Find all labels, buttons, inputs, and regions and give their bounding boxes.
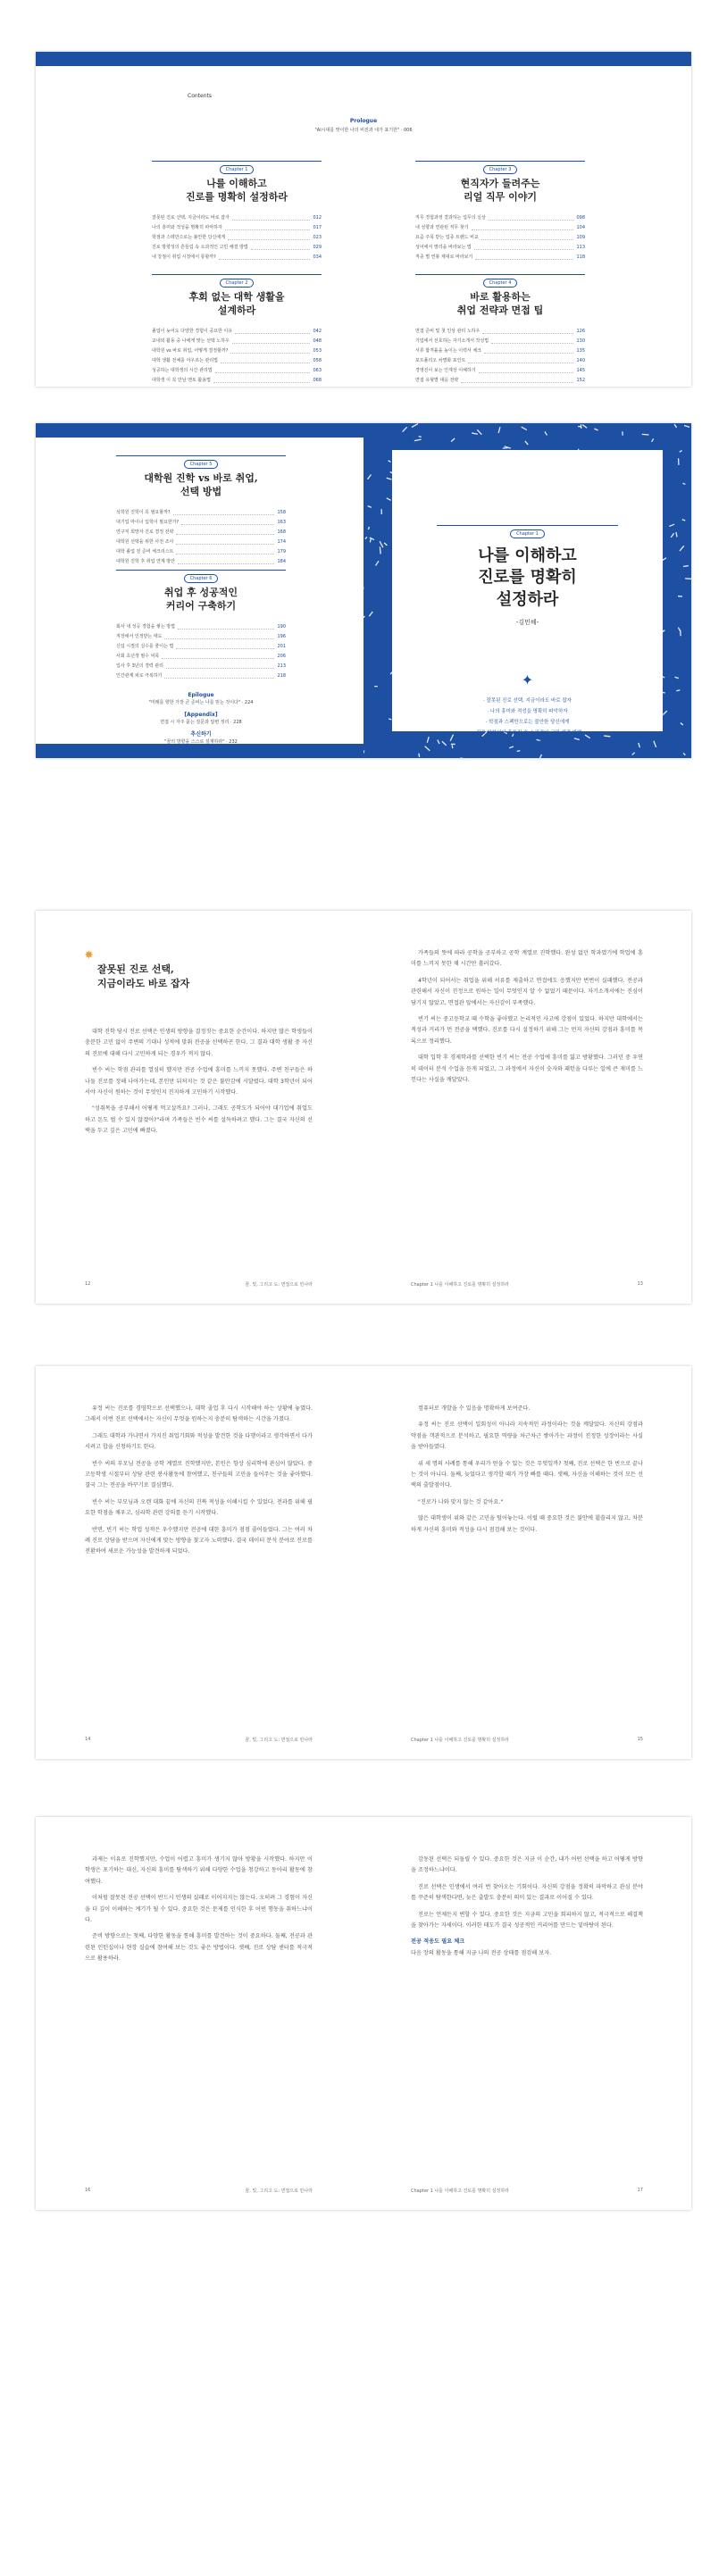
paragraph: 과제는 이유로 진학했지만, 수업이 어렵고 흥미가 생기지 않아 방황을 시작했다. 하지만 이 학생은 포기하는 대신, 자신의 흥미를 탐색하기 위해 다양한 수업을 청강하고 동아리 활동에 참여했다. (85, 1856, 313, 1885)
paragraph: 진로는 언제든지 변할 수 있다. 중요한 것은 지금의 고민을 회피하지 않고, 적극적으로 해결책을 찾아가는 자세이다. 이러한 태도가 결국 성공적인 커리어를 만드는 밑바탕이 된다. (411, 1911, 643, 1930)
epilogue-text: "미래를 향한 가장 큰 준비는 나를 믿는 것이다" · 224 (148, 700, 254, 705)
text-spread-1 (36, 911, 691, 1304)
toc-entry: 학점과 스펙만으로는 불안한 당신에게 023 (152, 234, 322, 240)
paragraph: 빈기 씨는 중고등학교 때 수학을 좋아했고 논리적인 사고에 강점이 있었다. 하지만 대학에서는 적성과 거리가 먼 전공을 택했다. 진로를 다시 설정하기 위해 그는 먼저 자신의 강점과 흥미를 목록으로 정리했다. (411, 1016, 643, 1045)
paragraph: 준비 방향으로는 첫째, 다양한 활동을 통해 흥미를 발견하는 것이 중요하다. 둘째, 전공과 관련된 인턴십이나 현장 실습에 참여해 보는 것도 좋은 방법이다. 셋째, 진로 상담 센터를 적극적으로 활용하라. (85, 1933, 313, 1963)
toc-entry: 입사 후 3년의 경력 관리 213 (116, 663, 286, 669)
paragraph: 빈수 씨는 학점 관리를 열심히 했지만 전공 수업에 흥미를 느끼지 못했다. 주변 친구들은 하나둘 진로를 정해 나아가는데, 본인만 뒤처지는 것 같은 불안감에 시달렸다. 대학 3학년이 되어서야 자신이 원하는 것이 무엇인지 진지하게 고민하기 시작했다. (85, 1067, 313, 1096)
toc-list (116, 508, 286, 567)
toc-entry: 직장에서 인정받는 태도 196 (116, 633, 286, 639)
appendix-label: [Appendix] (184, 712, 218, 718)
toc-entry: 진로 방향성의 흔들림 속 소과적인 고민 해결 방법 029 (152, 244, 322, 250)
toc-chapter-spread (36, 423, 691, 758)
toc-entry: 잘못된 진로 선택, 지금이라도 바로 잡자 012 (152, 214, 322, 221)
paragraph: "성취목을 공부해서 어떻게 먹고살까요? 그러나, 그래도 공학도가 되어야 대기업에 취업도 하고 돈도 벌 수 있지 않겠어?"라며 가족들은 빈수 씨를 설득하려고 했다. 그는 결국 자신의 선택을 두고 깊은 고민에 빠졌다. (85, 1105, 313, 1135)
toc-entry: 내 성향과 연관된 직무 찾기 104 (415, 224, 585, 230)
toc-entry: 인간관계 피로 극복하기 218 (116, 672, 286, 679)
toc-entry: 대학원 선택을 위한 사전 조사 174 (116, 538, 286, 545)
chapter-label: Chapter 1 (220, 165, 255, 174)
chapter-title: 바로 활용하는 취업 전략과 면접 팁 (456, 291, 544, 316)
toc-list (152, 327, 322, 386)
toc-entry: 포트폴리오 차별화 포인트 140 (415, 357, 585, 363)
toc-entry: 대학원 vs 바로 취업, 어떻게 결정할까? 053 (152, 347, 322, 354)
closing-text: "꿈의 방향을 스스로 설계하라" · 232 (164, 739, 238, 745)
sun-icon: ✸ (85, 949, 94, 961)
section-heading: ✸ 잘못된 진로 선택, 지금이라도 바로 잡자 (85, 949, 190, 989)
chapter-label: Chapter 1 (510, 529, 545, 538)
text-spread-3 (36, 1817, 691, 2210)
paragraph: 4학년이 되어서는 취업을 위해 서류를 제출하고 면접에도 응했지만 번번이 실패했다. 전공과 관련해서 자신이 진정으로 원하는 일이 무엇인지 알 수 없었기 때문이다. 자기소개서에는 진심이 담기지 않았고, 면접관 앞에서는 자신감이 부족했다. (411, 977, 643, 1006)
right-page-text (411, 948, 643, 1091)
toc-entry: 석학원 진학이 꼭 필요할까? 158 (116, 509, 286, 515)
page-footer-right: Chapter 1 나를 이해하고 진로를 명확히 설정하라 17 (411, 2188, 643, 2194)
toc-chapter-2 (152, 271, 322, 386)
paragraph: 감동된 선택은 되돌릴 수 있다. 중요한 것은 지금 이 순간, 내가 어떤 선택을 하고 어떻게 방향을 조정하느냐이다. (411, 1856, 643, 1874)
toc-chapter-3 (415, 157, 585, 263)
chapter-label: Chapter 4 (483, 279, 518, 288)
outline-item: · 학점과 스펙만으로는 불안한 당신에게 (485, 719, 570, 725)
toc-entry: 성공하는 대학생의 시간 관리법 063 (152, 367, 322, 373)
page-footer-left: 14 꿈, 빛, 그리고 도: 면접으로 만나라 (85, 1737, 313, 1743)
toc-entry: 내 강점이 취업 시장에서 통할까? 034 (152, 254, 322, 260)
page-footer-right: Chapter 1 나를 이해하고 진로를 명확히 설정하라 13 (411, 1281, 643, 1288)
paragraph: 빈수 씨의 부모님 전공을 공학 계열로 진학했지만, 본인은 항상 심리학에 관심이 많았다. 중고등학생 시절부터 상담 관련 봉사활동에 참여했고, 친구들의 고민을 들어주는 것을 좋아했다. 결국 그는 전공을 바꾸기로 결심했다. (85, 1460, 313, 1489)
chapter-frame (392, 450, 663, 746)
toc-entry: 면접 준비 및 첫 인상 관리 노하우 126 (415, 328, 585, 334)
chapter-title: 나를 이해하고 진로를 명확히 설정하라 (186, 178, 288, 203)
toc-chapter-5 (116, 452, 286, 567)
toc-entry: 대기업 마이너 입학이 필요한가? 163 (116, 519, 286, 525)
left-page-text (85, 1855, 313, 1971)
paragraph: "진로가 나와 맞지 않는 것 같아요." (418, 1498, 504, 1505)
prologue (36, 118, 691, 133)
toc-chapter-1 (152, 157, 322, 263)
page-footer-left: 12 꿈, 빛, 그리고 도: 면접으로 만나라 (85, 1281, 313, 1288)
page-footer-left: 16 꿈, 빛, 그리고 도: 면접으로 만나라 (85, 2188, 313, 2194)
chapter-label: Chapter 2 (220, 279, 255, 288)
chapter-author: -김민혜- (515, 618, 539, 626)
chapter-label: Chapter 3 (483, 165, 518, 174)
outline-item: · 진로 방향성의 흔들림 속 소과적인 고민 해결 방법 (472, 729, 582, 736)
subheading: 전공 적응도 필요 체크 (411, 1938, 465, 1946)
paragraph: 대학 입학 후 경제학과를 선택한 빈기 씨는 전공 수업에 흥미를 잃고 방황했다. 그러던 중 우연히 데이터 분석 수업을 듣게 되었고, 그 과정에서 자신이 숫자와 패턴을 다루는 일에 큰 재미를 느낀다는 사실을 깨달았다. (411, 1055, 643, 1084)
left-page-text (85, 1404, 313, 1563)
left-page-text (85, 1027, 313, 1143)
paragraph: 대학 진학 당시 진로 선택은 인생의 방향을 결정짓는 중요한 순간이다. 하지만 많은 학생들이 충분한 고민 없이 주변의 기대나 성적에 맞춰 전공을 선택하곤 한다. 그 결과 대학 생활 중 자신의 진로에 대해 다시 고민하게 되는 경우가 적지 않다. (85, 1029, 313, 1057)
toc-list (415, 327, 585, 386)
toc-extras (116, 691, 286, 746)
toc-entry: 사회 초년생 필수 덕목 206 (116, 653, 286, 659)
toc-entry: 교내외 활동 중 나에게 맞는 선택 노하우 048 (152, 338, 322, 344)
toc-entry: 직종 별 연봉 제대로 바라보기 118 (415, 254, 585, 260)
prologue-text: "AI시대를 맞이한 나의 비전과 내가 표기한" · 006 (314, 128, 413, 133)
closing-label: 추신하기 (190, 731, 212, 738)
page-footer-right: Chapter 1 나를 이해하고 진로를 명확히 설정하라 15 (411, 1737, 643, 1743)
toc-spread (36, 52, 691, 387)
toc-entry: 대학 생활 전체를 아우르는 관리법 058 (152, 357, 322, 363)
toc-entry: 경영진이 보는 인재상 이해하기 145 (415, 367, 585, 373)
outline-item: · 잘못된 진로 선택, 지금이라도 바로 잡자 (483, 697, 572, 704)
chapter-label: Chapter 6 (184, 574, 219, 583)
toc-list (152, 213, 322, 263)
top-blue-bar (36, 52, 691, 66)
toc-entry: 대학원 진학 후 취업 연계 방안 184 (116, 558, 286, 564)
paragraph: 다음 장의 활동을 통해 지금 나의 전공 상태를 점검해 보자. (411, 1949, 552, 1956)
paragraph: 유정 씨는 진로 선택이 일회성이 아니라 지속적인 과정이라는 것을 깨달았다. 자신의 강점과 약점을 객관적으로 분석하고, 필요한 역량을 차근차근 쌓아가는 과정이 진정한 성장이라는 사실을 받아들였다. (411, 1421, 643, 1451)
paragraph: 진로 선택은 인생에서 여러 번 찾아오는 기회이다. 자신의 강점을 정확히 파악하고 관심 분야를 꾸준히 탐색한다면, 늦은 출발도 충분히 의미 있는 결과로 이어질 수 있다. (411, 1883, 643, 1902)
toc-entry: 신입 시절의 실수를 줄이는 법 201 (116, 643, 286, 649)
outline-item: · 내 강점이 취업 시장에서 통할까? (490, 740, 564, 746)
chapter-outline (392, 696, 663, 749)
toc-entry: 대학 졸업 전 준비 체크리스트 179 (116, 548, 286, 554)
chapter-title: 현직자가 들려주는 리얼 직무 이야기 (460, 178, 540, 203)
paragraph: 많은 대학생이 위와 같은 고민을 털어놓는다. 이럴 때 중요한 것은 불안에 휩쓸리지 않고, 차분하게 자신의 흥미와 적성을 다시 점검해 보는 것이다. (411, 1515, 643, 1533)
toc-entry: 성어에서 멀리을 바라보는 법 113 (415, 244, 585, 250)
appendix-text: 면접 시 자주 묻는 질문과 답변 정리 · 228 (160, 720, 242, 725)
chapter-title: 취업 후 성공적인 커리어 구축하기 (163, 587, 238, 612)
toc-entry: 나의 흥미와 적성을 명확히 파악하자 017 (152, 224, 322, 230)
toc-chapter-4 (415, 271, 585, 386)
toc-entry: 대학생 이 꼭 만날 멘토 활용법 068 (152, 377, 322, 383)
paragraph: 컴퓨터로 개발을 수 있음을 명확하게 보여준다. (418, 1405, 531, 1412)
right-page-text (411, 1404, 643, 1541)
toc-entry: 회사 내 성공 경험을 쌓는 방법 190 (116, 623, 286, 629)
toc-list (415, 213, 585, 263)
toc-entry: 연구직 희망자 진로 결정 전략 168 (116, 529, 286, 535)
star-icon: ✦ (521, 671, 534, 688)
chapter-opener-page (364, 423, 691, 758)
toc-chapter-6 (116, 566, 286, 681)
prologue-label: Prologue (349, 118, 378, 124)
toc-list (116, 622, 286, 681)
toc-entry: 면접 유형별 대응 전략 152 (415, 377, 585, 383)
right-page-text (411, 1855, 643, 1964)
toc-entry: 직무 경험과정 결과하는 업무의 실상 098 (415, 214, 585, 221)
toc-entry: 기업에서 선호하는 자기소개서 작성법 130 (415, 338, 585, 344)
paragraph: 반면, 빈기 씨는 학업 성적은 우수했지만 전공에 대한 흥미가 점점 줄어들었다. 그는 여러 차례 진로 상담을 받으며 자신에게 맞는 방향을 찾고자 노력했다. 결국 데이터 분석 분야로 진로를 전환하여 새로운 가능성을 발견하게 되었다. (85, 1526, 313, 1555)
paragraph: 빈수 씨는 부모님과 오랜 대화 끝에 자신의 진짜 적성을 이해시킬 수 있었다. 전과를 위해 필요한 학점을 채우고, 심리학 관련 강의를 듣기 시작했다. (85, 1498, 313, 1517)
outline-item: · 나의 흥미와 적성을 명확히 파악하자 (487, 708, 568, 714)
toc-entry: 졸업이 늦어도 다양한 경험이 중요한 이유 042 (152, 328, 322, 334)
toc-title: Contents (188, 93, 212, 99)
paragraph: 그래도 대학과 가나면서 가지진 취업기회와 적성을 발견한 것을 다행이라고 생각하면서 다가서려고 합을 신청하기도 한다. (85, 1432, 313, 1451)
paragraph: 유정 씨는 진로를 경영학으로 선택했으나, 대학 졸업 후 다시 시작해야 하는 상황에 놓였다. 그래서 이번 진로 선택에서는 자신이 무엇을 원하는지 충분히 탐색하는 시간을 가졌다. (85, 1405, 313, 1423)
paragraph: 가족들의 뜻에 따라 공학을 공부하고 공학 계열로 진학했다. 완성 없던 학과였기에 학업에 흥미를 느끼지 못한 채 시간만 흘러갔다. (411, 950, 643, 968)
chapter-title: 나를 이해하고 진로를 명확히 설정하라 (478, 546, 577, 609)
paragraph: 위 세 명의 사례를 통해 우리가 얻을 수 있는 것은 무엇일까? 첫째, 진로 선택은 한 번으로 끝나는 것이 아니다. 둘째, 늦었다고 생각할 때가 가장 빠를 때다. 셋째, 자신을 이해하는 것이 모든 선택의 출발점이다. (411, 1460, 643, 1489)
chapter-title: 대학원 진학 vs 바로 취업, 선택 방법 (144, 472, 258, 497)
paragraph: 이처럼 잘못된 전공 선택이 반드시 인생의 실패로 이어지지는 않는다. 오히려 그 경험이 자신을 더 깊이 이해하는 계기가 될 수 있다. 중요한 것은 문제를 인식한 후 어떤 행동을 취하느냐이다. (85, 1895, 313, 1924)
top-blue-bar (36, 423, 364, 438)
chapter-title: 후회 없는 대학 생활을 설계하라 (188, 291, 285, 316)
epilogue-label: Epilogue (188, 692, 214, 698)
toc-entry: 요즘 주목 받는 업종 트렌드 비교 109 (415, 234, 585, 240)
text-spread-2 (36, 1366, 691, 1759)
chapter-label: Chapter 5 (184, 460, 219, 469)
toc-entry: 서류 합격률을 높이는 이력서 체크 135 (415, 347, 585, 354)
